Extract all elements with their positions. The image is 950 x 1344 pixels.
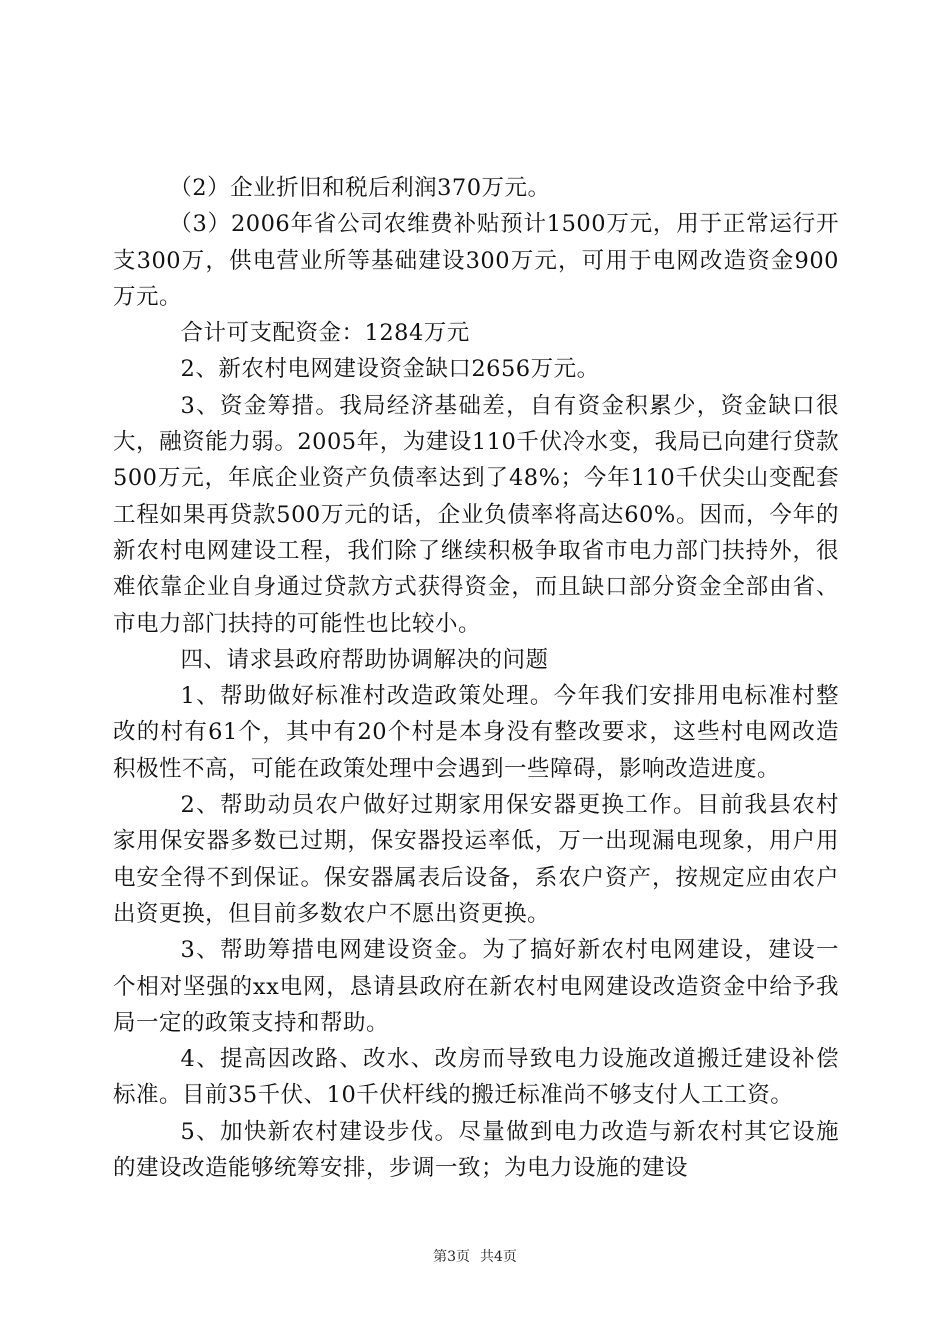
paragraph-request-5: 5、加快新农村建设步伐。尽量做到电力改造与新农村其它设施的建设改造能够统筹安排，步调一致；为电力设施的建设 — [113, 1118, 839, 1182]
paragraph-subsidy: （3）2006年省公司农维费补贴预计1500万元，用于正常运行开支300万，供电营业所等基础建设300万元，可用于电网改造资金900万元。 — [113, 211, 839, 310]
paragraph-request-1: 1、帮助做好标准村改造政策处理。今年我们安排用电标准村整改的村有61个，其中有20个村是本身没有整改要求，这些村电网改造积极性不高，可能在政策处理中会遇到一些障碍，影响改造进度。 — [113, 683, 839, 782]
paragraph-funding-gap: 2、新农村电网建设资金缺口2656万元。 — [180, 356, 600, 383]
paragraph-total-funds: 合计可支配资金：1284万元 — [180, 320, 470, 347]
page-number: 第3页 — [433, 1249, 470, 1265]
paragraph-fund-raising: 3、资金筹措。我局经济基础差，自有资金积累少，资金缺口很大，融资能力弱。2005年，为建设110千伏冷水变，我局已向建行贷款500万元，年底企业资产负债率达到了48%；今年110千伏尖山变配套工程如果再贷款500万元的话，企业负债率将高达60%。因而，今年的新农村电网建设工程，我们除了继续积极争取省市电力部门扶持外，很难依靠企业自身通过贷款方式获得资金，而且缺口部分资金全部由省、市电力部门扶持的可能性也比较小。 — [113, 392, 839, 637]
page-total: 共4页 — [480, 1249, 517, 1265]
paragraph-request-4: 4、提高因改路、改水、改房而导致电力设施改道搬迁建设补偿标准。目前35千伏、10千伏杆线的搬迁标准尚不够支付人工工资。 — [113, 1046, 839, 1109]
paragraph-depreciation: （2）企业折旧和税后利润370万元。 — [169, 175, 551, 201]
paragraph-request-2: 2、帮助动员农户做好过期家用保安器更换工作。目前我县农村家用保安器多数已过期，保安器投运率低，万一出现漏电现象，用户用电安全得不到保证。保安器属表后设备，系农户资产，按规定应由农户出资更换，但目前多数农户不愿出资更换。 — [113, 792, 839, 927]
page-footer — [0, 1246, 950, 1266]
section-heading-requests: 四、请求县政府帮助协调解决的问题 — [180, 646, 549, 673]
paragraph-request-3: 3、帮助筹措电网建设资金。为了搞好新农村电网建设，建设一个相对坚强的xx电网，恳请县政府在新农村电网建设改造资金中给予我局一定的政策支持和帮助。 — [113, 937, 839, 1036]
document-body — [113, 170, 839, 1186]
